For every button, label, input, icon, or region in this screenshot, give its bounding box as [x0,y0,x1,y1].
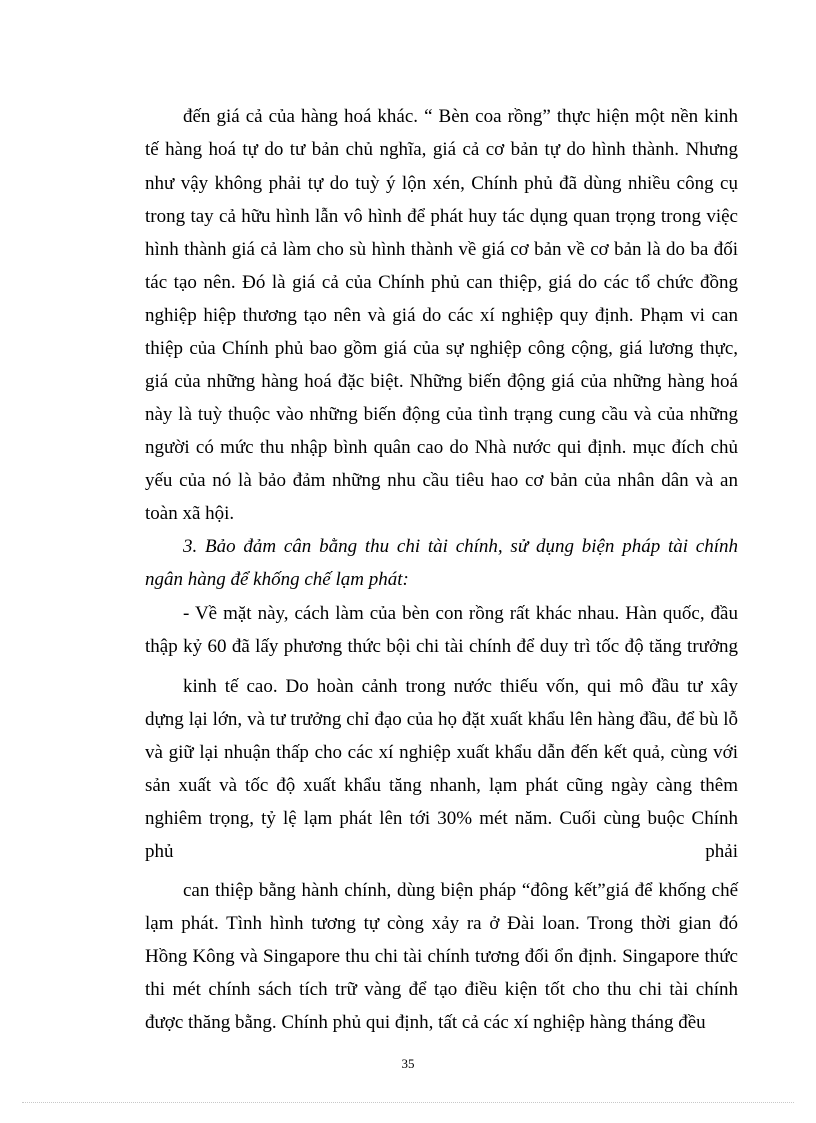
text-line: đến giá cả của hàng hoá khác. “ Bèn coa rồng” thực hiện một nền kinh [183,106,738,127]
text-line: can thiệp bằng hành chính, dùng biện pháp “đông kết”giá để khống chế [183,880,738,901]
text-line: được thăng bằng. Chính phủ qui định, tất cả các xí nghiệp hàng tháng đều [145,1012,706,1033]
text-line: kinh tế cao. Do hoàn cảnh trong nước thiếu vốn, qui mô đầu tư xây [183,676,738,697]
text-line: toàn xã hội. [145,503,235,524]
text-line: thập kỷ 60 đã lấy phương thức bội chi tài chính để duy trì tốc độ tăng trưởng [145,636,738,657]
text-line: người có mức thu nhập bình quân cao do Nhà nước qui định. mục đích chủ [145,437,738,458]
text-line: giá của những hàng hoá đặc biệt. Những biến động giá của những hàng hoá [145,371,738,392]
text-line: Hồng Kông và Singapore thu chi tài chính tương đối ổn định. Singapore thức [145,946,738,967]
text-line: lạm phát. Tình hình tương tự còng xảy ra ở Đài loan. Trong thời gian đó [145,913,738,934]
text-line: sản xuất và tốc độ xuất khẩu tăng nhanh, lạm phát cũng ngày càng thêm [145,775,738,796]
text-line: dựng lại lớn, và tư trưởng chỉ đạo của họ đặt xuất khẩu lên hàng đầu, để bù lỗ [145,709,738,730]
page-number: 35 [401,1056,415,1071]
text-line: và giữ lại nhuận thấp cho các xí nghiệp xuất khẩu dẫn đến kết quả, cùng với [145,742,738,763]
text-line: thi mét chính sách tích trữ vàng để tạo điều kiện tốt cho thu chi tài chính [145,979,738,1000]
text-line: hình thành giá cả làm cho sù hình thành về giá cơ bản về cơ bản là do ba đối [145,239,738,260]
text-line: - Về mặt này, cách làm của bèn con rồng rất khác nhau. Hàn quốc, đầu [183,603,738,624]
text-line: trong tay cả hữu hình lẫn vô hình để phát huy tác dụng quan trọng trong việc [145,206,738,227]
text-line: tác tạo nên. Đó là giá cả của Chính phủ can thiệp, giá do các tổ chức đồng [145,272,738,293]
text-line: yếu của nó là bảo đảm những nhu cầu tiêu hao cơ bản của nhân dân và an [145,470,738,491]
text-line: phủ phải [145,841,738,862]
section-heading: 3. Bảo đảm cân bằng thu chi tài chính, sử dụng biện pháp tài chính [183,536,738,557]
text-line: tế hàng hoá tự do tư bản chủ nghĩa, giá cả cơ bản tự do hình thành. Nhưng [145,139,738,160]
footer-divider [22,1102,794,1103]
text-line: này là tuỳ thuộc vào những biến động của tình trạng cung cầu và của những [145,404,738,425]
section-heading: ngân hàng để khống chế lạm phát: [145,569,409,590]
text-line: như vậy không phải tự do tuỳ ý lộn xén, Chính phủ đã dùng nhiều công cụ [145,173,738,194]
text-line: nghiêm trọng, tỷ lệ lạm phát lên tới 30% mét năm. Cuối cùng buộc Chính [145,808,738,829]
text-line: nghiệp hiệp thương tạo nên và giá do các xí nghiệp quy định. Phạm vi can [145,305,738,326]
text-line: thiệp của Chính phủ bao gồm giá của sự nghiệp công cộng, giá lương thực, [145,338,738,359]
